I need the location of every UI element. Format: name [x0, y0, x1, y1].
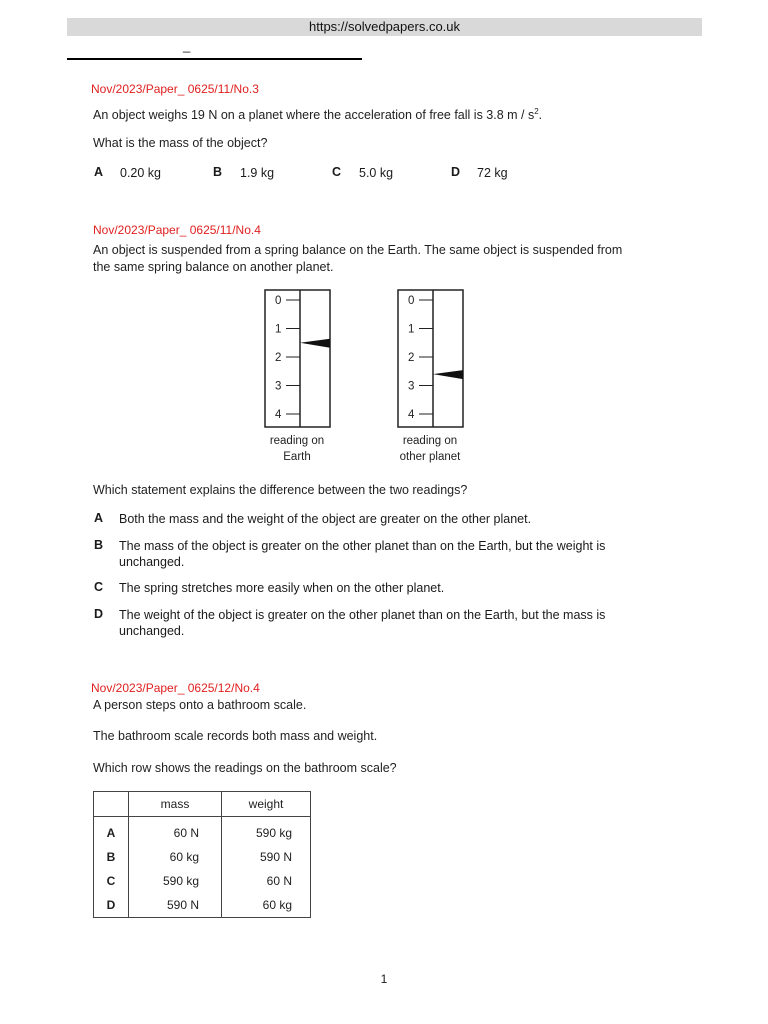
q1-id: Nov/2023/Paper_ 0625/11/No.3 [91, 82, 259, 96]
table-row [94, 817, 311, 846]
earth-caption-1: reading on [269, 435, 325, 447]
q2-stem-line1: An object is suspended from a spring balance on the Earth. The same object is suspended from [93, 243, 623, 257]
q1-option-text: 1.9 kg [240, 166, 275, 180]
q2-option-a-text: Both the mass and the weight of the object are greater on the other planet. [119, 512, 532, 526]
planet-scale-label: 1 [408, 323, 415, 336]
earth-scale-label: 4 [275, 409, 282, 421]
planet-spring-balance [398, 290, 463, 463]
q3-id: Nov/2023/Paper_ 0625/12/No.4 [91, 681, 260, 695]
q1-option-letter: C [332, 165, 342, 179]
earth-scale-label: 1 [275, 323, 282, 336]
q1-option-text: 5.0 kg [359, 166, 394, 180]
q1-stem [93, 103, 542, 124]
q1-option-letter: D [451, 165, 461, 179]
planet-caption-1: reading on [402, 435, 458, 447]
q3-line2: The bathroom scale records both mass and weight. [93, 729, 378, 743]
table-header-weight: weight [222, 792, 311, 817]
q2-question: Which statement explains the difference between the two readings? [93, 483, 468, 497]
earth-caption-2: Earth [283, 451, 311, 463]
row-weight: 60 N [222, 869, 311, 893]
q1-option-text: 72 kg [477, 166, 508, 180]
row-mass: 60 N [129, 817, 222, 846]
q1-option-letter: B [213, 165, 223, 179]
q2-option-letter: C [94, 580, 104, 594]
planet-scale-label: 3 [408, 380, 415, 393]
q2-option-letter: A [94, 511, 104, 525]
row-letter: A [94, 817, 129, 846]
header-url[interactable]: https://solvedpapers.co.uk [308, 19, 461, 34]
row-mass: 590 N [129, 893, 222, 918]
table-row [94, 893, 311, 918]
q3-question: Which row shows the readings on the bathroom scale? [93, 761, 397, 775]
planet-scale-label: 0 [408, 295, 415, 307]
q2-option-letter: B [94, 538, 104, 552]
row-weight: 590 N [222, 845, 311, 869]
table-row [94, 869, 311, 893]
q1-question: What is the mass of the object? [93, 136, 268, 150]
q1-stem-end: . [538, 108, 543, 123]
q2-id: Nov/2023/Paper_ 0625/11/No.4 [93, 223, 261, 237]
q1-option-text: 0.20 kg [120, 166, 162, 180]
earth-spring-balance [265, 290, 330, 463]
row-letter: D [94, 893, 129, 918]
header-underscore: _ [183, 38, 191, 53]
q1-stem-sup: 2 [534, 107, 539, 116]
row-letter: B [94, 845, 129, 869]
q2-option-b-line2: unchanged. [119, 555, 185, 569]
planet-scale-label: 2 [408, 352, 415, 364]
q2-option-d-line1: The weight of the object is greater on the other planet than on the Earth, but the mass is [119, 608, 606, 622]
table-row [94, 845, 311, 869]
row-weight: 60 kg [222, 893, 311, 918]
header-rule [67, 58, 362, 60]
row-letter: C [94, 869, 129, 893]
q2-stem-line2: the same spring balance on another planet. [93, 260, 334, 274]
table-header-mass: mass [129, 792, 222, 817]
readings-table [93, 791, 311, 918]
q2-option-d-line2: unchanged. [119, 624, 185, 638]
table-header-row [94, 792, 311, 817]
page-number: 1 [380, 972, 388, 986]
q2-option-b-line1: The mass of the object is greater on the other planet than on the Earth, but the weight is [119, 539, 606, 553]
q2-option-letter: D [94, 607, 104, 621]
earth-scale-label: 0 [275, 295, 282, 307]
row-mass: 60 kg [129, 845, 222, 869]
q1-stem-main: An object weighs 19 N on a planet where the acceleration of free fall is 3.8 m / s [93, 108, 535, 123]
q2-option-c-text: The spring stretches more easily when on the other planet. [119, 581, 445, 595]
q1-option-letter: A [94, 165, 104, 179]
planet-caption-2: other planet [399, 451, 461, 463]
spring-balance-diagram [255, 287, 485, 467]
header-url-bar [67, 18, 702, 36]
table-header-blank [94, 792, 129, 817]
earth-scale-label: 3 [275, 380, 282, 393]
row-mass: 590 kg [129, 869, 222, 893]
planet-scale-label: 4 [408, 409, 415, 421]
row-weight: 590 kg [222, 817, 311, 846]
earth-scale-label: 2 [275, 352, 282, 364]
q3-line1: A person steps onto a bathroom scale. [93, 698, 307, 712]
